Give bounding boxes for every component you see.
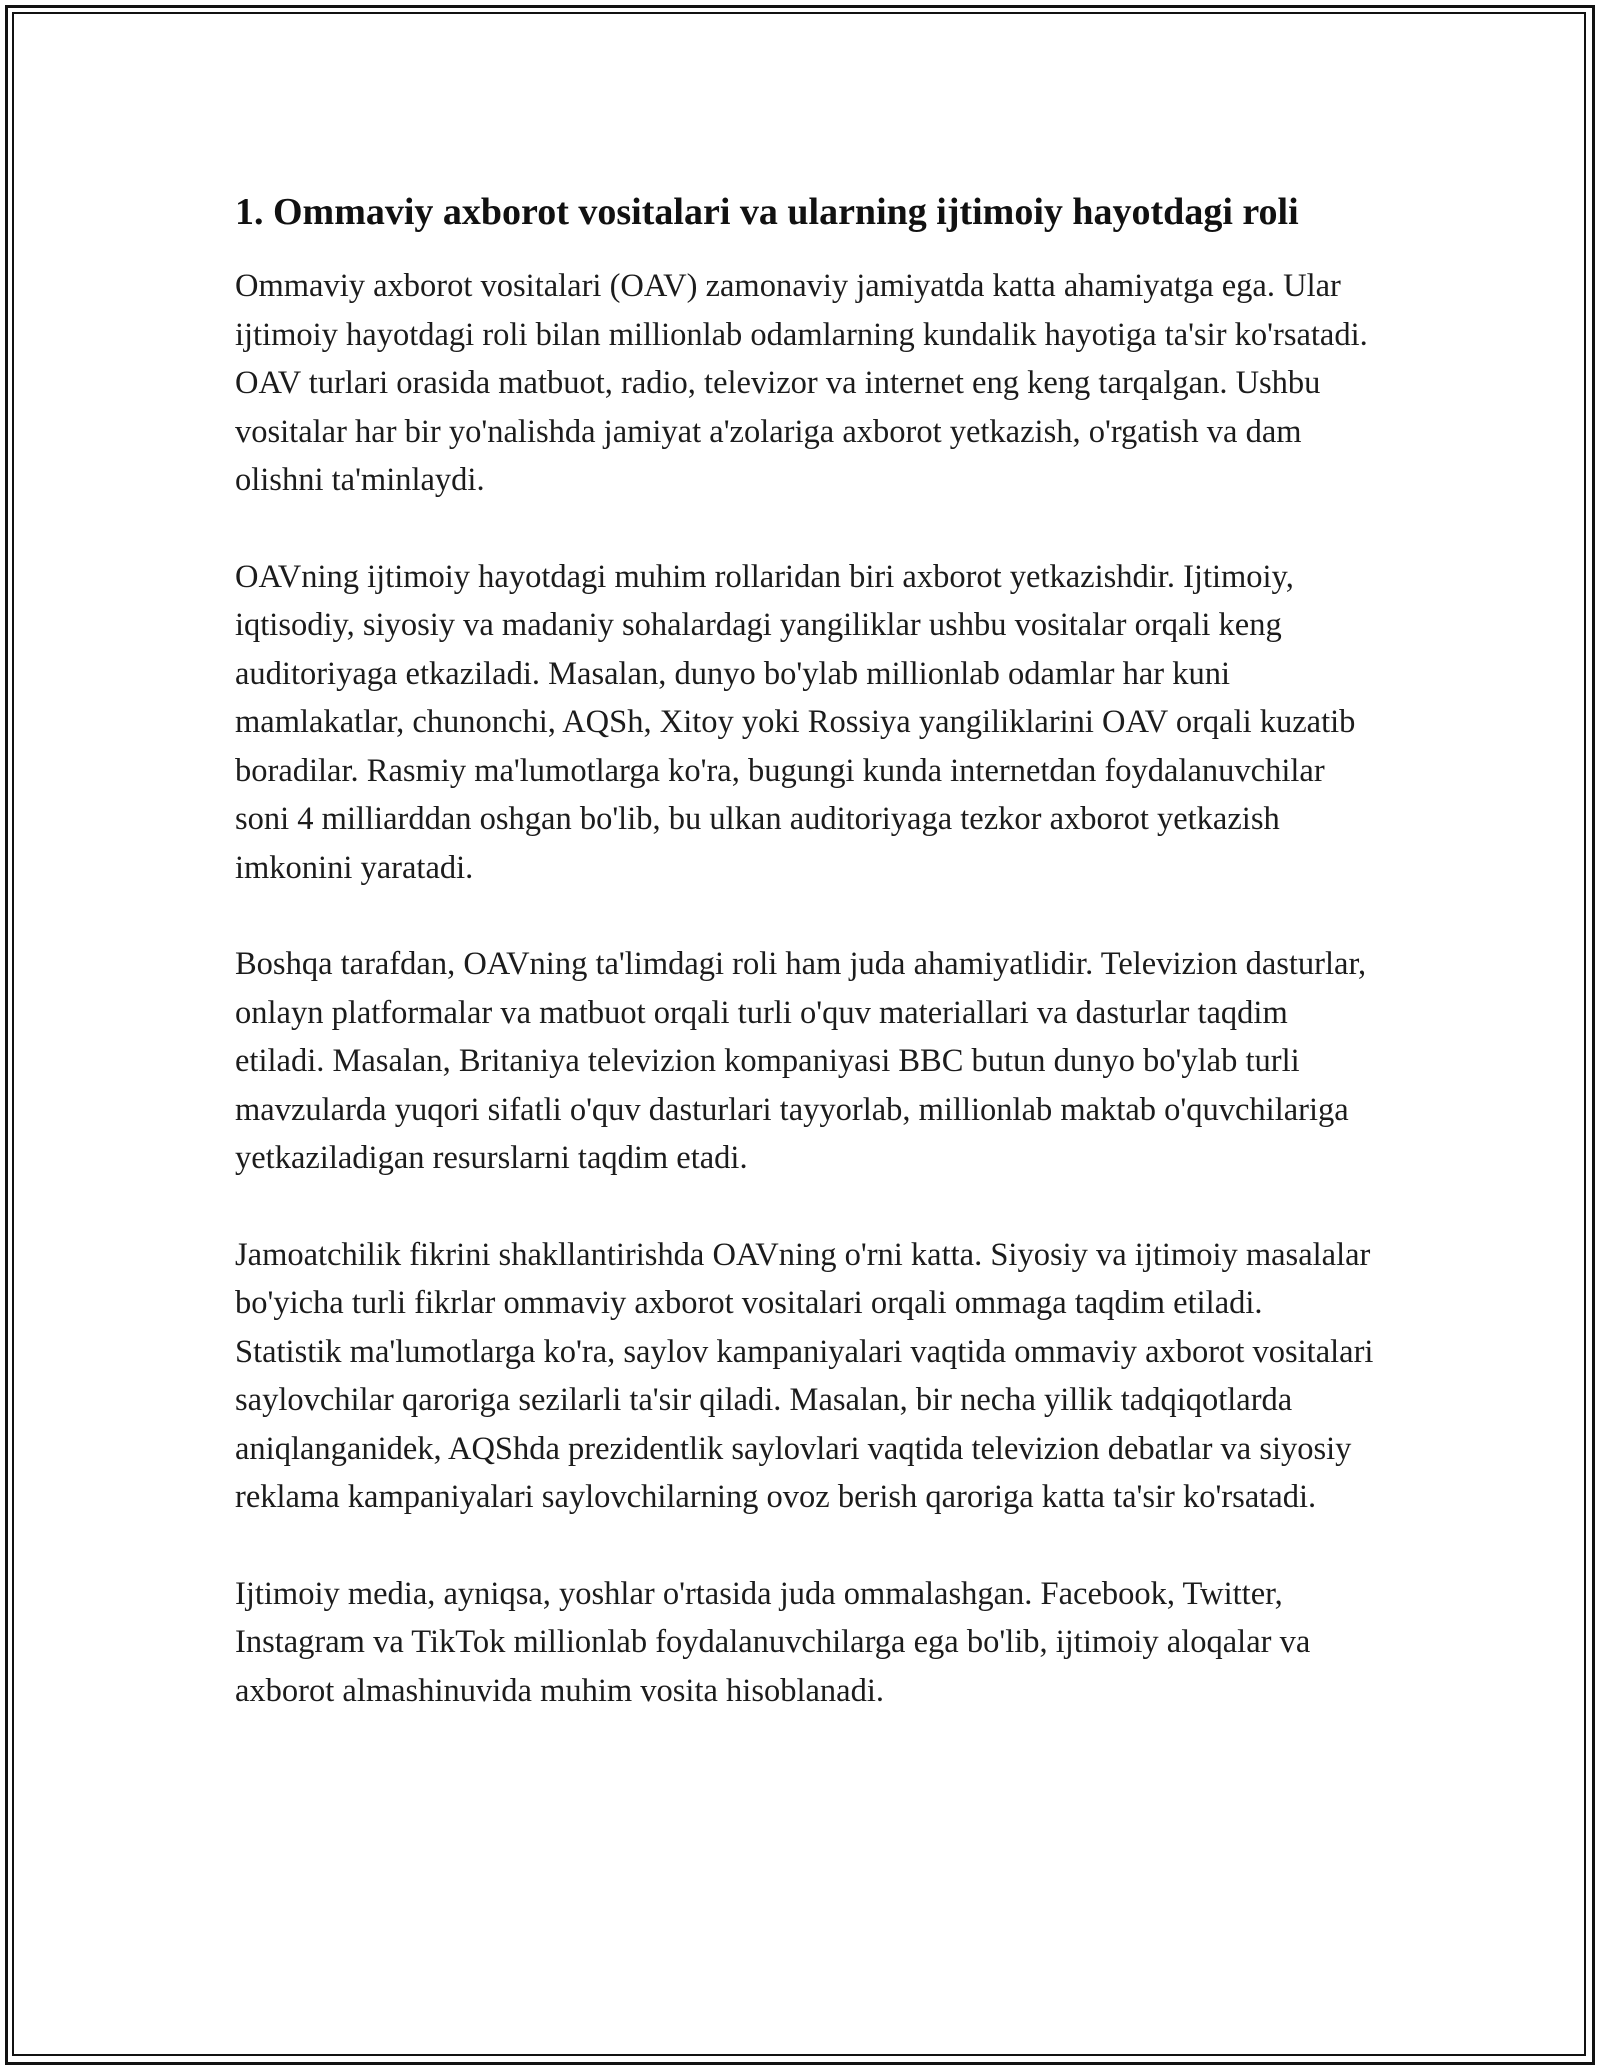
paragraph-4: Jamoatchilik fikrini shakllantirishda OAVning o'rni katta. Siyosiy va ijtimoiy masalalar bo'yicha turli fikrlar ommaviy axborot vositalari orqali ommaga taqdim etiladi. Statistik ma'lumotlarga ko'ra, saylov kampaniyalari vaqtida ommaviy axborot vositalari saylovchilar qaroriga sezilarli ta'sir qiladi. Masalan, bir necha yillik tadqiqotlarda aniqlanganidek, AQShda prezidentlik saylovlari vaqtida televizion debatlar va siyosiy reklama kampaniyalari saylovchilarning ovoz berish qaroriga katta ta'sir ko'rsatadi.	[235, 1236, 1374, 1515]
paragraph-1: Ommaviy axborot vositalari (OAV) zamonaviy jamiyatda katta ahamiyatga ega. Ular ijtimoiy hayotdagi roli bilan millionlab odamlarning kundalik hayotiga ta'sir ko'rsatadi. OAV turlari orasida matbuot, radio, televizor va internet eng keng tarqalgan. Ushbu vositalar har bir yo'nalishda jamiyat a'zolariga axborot yetkazish, o'rgatish va dam olishni ta'minlaydi.	[235, 268, 1368, 498]
section-heading: 1. Ommaviy axborot vositalari va ularning ijtimoiy hayotdagi roli	[235, 191, 1299, 233]
document-body	[235, 185, 1375, 1763]
paragraph-5: Ijtimoiy media, ayniqsa, yoshlar o'rtasida juda ommalashgan. Facebook, Twitter, Instagram va TikTok millionlab foydalanuvchilarga ega bo'lib, ijtimoiy aloqalar va axborot almashinuvida muhim vosita hisoblanadi.	[235, 1575, 1311, 1709]
paragraph-2: OAVning ijtimoiy hayotdagi muhim rollaridan biri axborot yetkazishdir. Ijtimoiy, iqtisodiy, siyosiy va madaniy sohalardagi yangiliklar ushbu vositalar orqali keng auditoriyaga etkaziladi. Masalan, dunyo bo'ylab millionlab odamlar har kuni mamlakatlar, chunonchi, AQSh, Xitoy yoki Rossiya yangiliklarini OAV orqali kuzatib boradilar. Rasmiy ma'lumotlarga ko'ra, bugungi kunda internetdan foydalanuvchilar soni 4 milliarddan oshgan bo'lib, bu ulkan auditoriyaga tezkor axborot yetkazish imkonini yaratadi.	[235, 558, 1356, 886]
paragraph-3: Boshqa tarafdan, OAVning ta'limdagi roli ham juda ahamiyatlidir. Televizion dasturlar, onlayn platformalar va matbuot orqali turli o'quv materiallari va dasturlar taqdim etiladi. Masalan, Britaniya televizion kompaniyasi BBC butun dunyo bo'ylab turli mavzularda yuqori sifatli o'quv dasturlari tayyorlab, millionlab maktab o'quvchilariga yetkaziladigan resurslarni taqdim etadi.	[235, 946, 1367, 1176]
